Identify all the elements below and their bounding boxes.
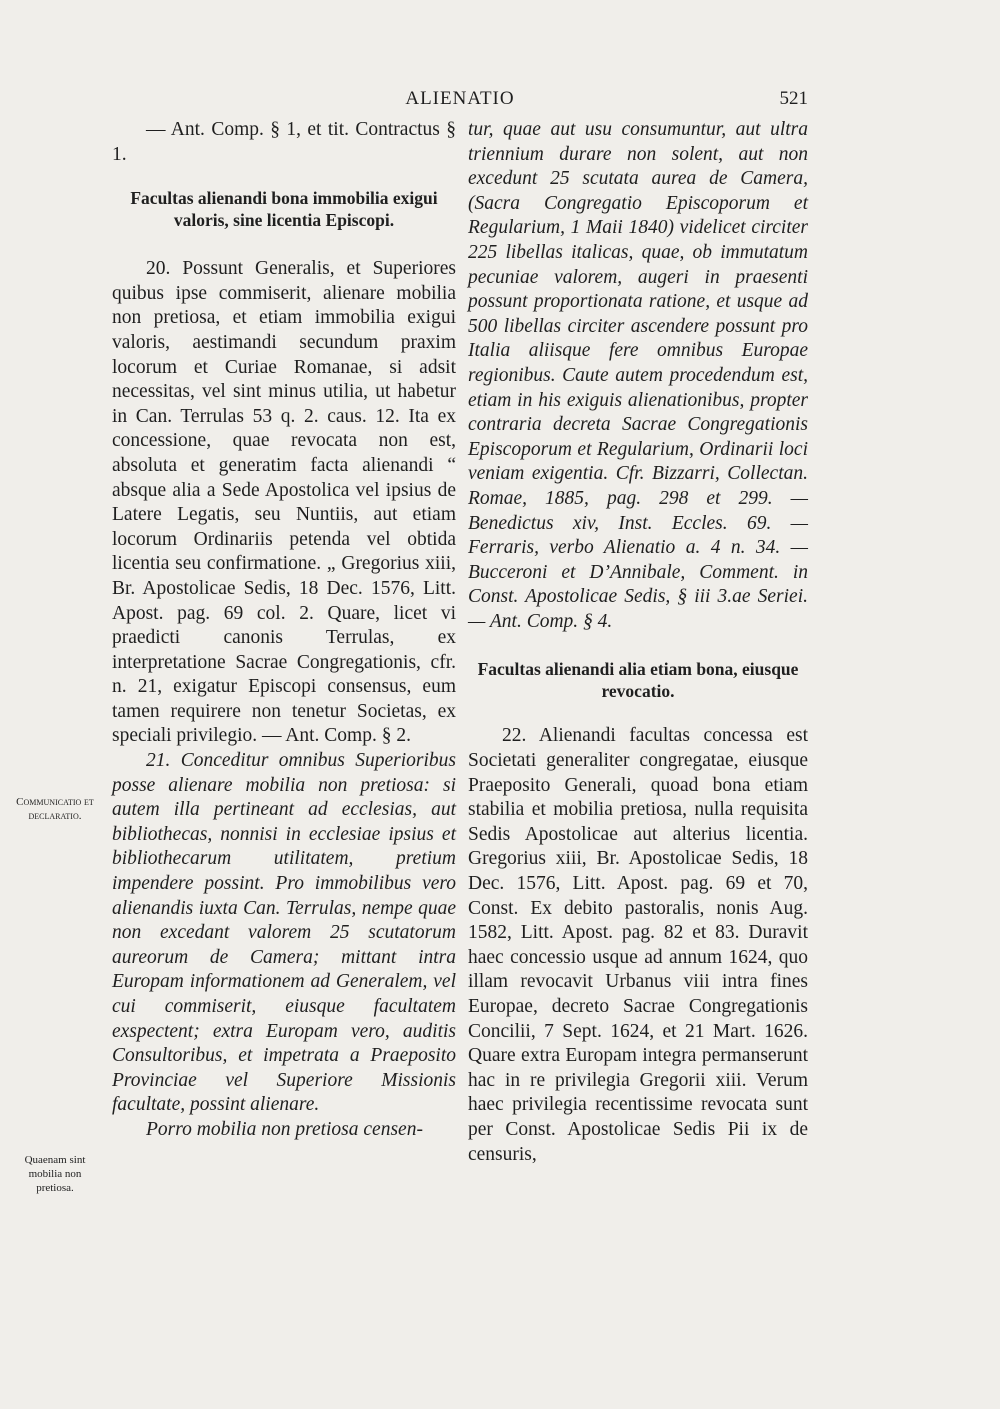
page-header [112, 88, 808, 116]
paragraph-22: 22. Alienandi facultas concessa est Societati generaliter congregatae, eiusque Praeposito Generali, quoad bona etiam stabilia et mobilia pretiosa, nulla requisita Sedis Apostolicae aut alterius licentia. Gregorius xiii, Br. Apostolicae Sedis, 18 Dec. 1576, Litt. Apost. pag. 69 et 70, Const. Ex debito pastoralis, nonis Aug. 1582, Litt. Apost. pag. 82 et 83. Duravit haec concessio usque ad annum 1624, quo illam revocavit Urbanus viii intra fines Europae, decreto Sacrae Congregationis Concilii, 7 Sept. 1624, et 21 Mart. 1626. Quare extra Europam integra permanserunt hac in re privilegia Gregorii xiii. Verum haec privilegia recentissime revocata sunt per Const. Apostolicae Sedis Pii ix de censuris, [468, 725, 808, 1165]
section-heading-revocatio: Facultas alienandi alia etiam bona, eiusque revocatio. [477, 659, 799, 702]
margin-note-communicatio: Communicatio et declaratio. [16, 796, 94, 822]
page-number: 521 [779, 88, 808, 109]
margin-note-quaenam: Quaenam sint mobilia non pretiosa. [24, 1154, 86, 1194]
left-column [112, 118, 456, 1143]
right-column [468, 118, 808, 1167]
paragraph-ant-comp: — Ant. Comp. § 1, et tit. Contractus § 1. [112, 119, 456, 165]
paragraph-21: 21. Conceditur omnibus Superioribus posse alienare mobilia non pretiosa: si autem illa pertineant ad ecclesias, aut bibliothecas, nonnisi in ecclesiae ipsius et bibliothecarum utilitatem, pretium impendere possint. Pro immobilibus vero alienandis iuxta Can. Terrulas, nempe quae non excedant valorem 25 scutatorum aureorum de Camera; mittant intra Europam informationem ad Generalem, vel cui commiserit, eiusque facultatem exspectent; extra Europam vero, auditis Consultoribus, et impetrata a Praeposito Provinciae vel Superiore Missionis facultate, possint alienare. [112, 750, 456, 1116]
running-title: ALIENATIO [405, 88, 515, 109]
section-heading-immobilia: Facultas alienandi bona immobilia exigui valoris, sine licentia Episcopi. [130, 188, 438, 231]
paragraph-porro: Porro mobilia non pretiosa censen- [146, 1118, 423, 1140]
paragraph-continuation: tur, quae aut usu consumuntur, aut ultra triennium durare non solent, aut non excedunt 25 scutata aurea de Camera, (Sacra Congregatio Episcoporum et Regularium, 1 Maii 1840) videlicet circiter 225 libellas italicas, quae, ob immutatum pecuniae valorem, augeri in praesenti possunt proportionata ratione, et usque ad 500 libellas circiter ascendere possunt pro Italia aliisque fere omnibus Europae regionibus. Caute autem procedendum est, etiam in his exiguis alienationibus, propter contraria decreta Sacrae Congregationis Episcoporum et Regularium, Ordinarii loci veniam exigentia. Cfr. Bizzarri, Collectan. Romae, 1885, pag. 298 et 299. — Benedictus xiv, Inst. Eccles. 69. — Ferraris, verbo Alienatio a. 4 n. 34. — Bucceroni et D’Annibale, Comment. in Const. Apostolicae Sedis, § iii 3.ae Seriei. — Ant. Comp. § 4. [468, 119, 808, 632]
paragraph-20: 20. Possunt Generalis, et Superiores quibus ipse commiserit, alienare mobilia non pretiosa, et etiam immobilia exigui valoris, aestimandi secundum praxim locorum et Curiae Romanae, si adsit necessitas, vel sint minus utilia, ut habetur in Can. Terrulas 53 q. 2. caus. 12. Ita ex concessione, quae revocata non est, absoluta et generatim facta alienandi “ absque alia a Sede Apostolica vel ipsius de Latere Legatis, seu Nuntiis, aut etiam locorum Ordinariis petenda vel obtida licentia seu confirmatione. „ Gregorius xiii, Br. Apostolicae Sedis, 18 Dec. 1576, Litt. Apost. pag. 69 col. 2. Quare, licet vi praedicti canonis Terrulas, ex interpretatione Sacrae Congregationis, cfr. n. 21, exigatur Episcopi consensus, eum tamen requirere non tenetur Societas, ex speciali privilegio. — Ant. Comp. § 2. [112, 258, 456, 747]
